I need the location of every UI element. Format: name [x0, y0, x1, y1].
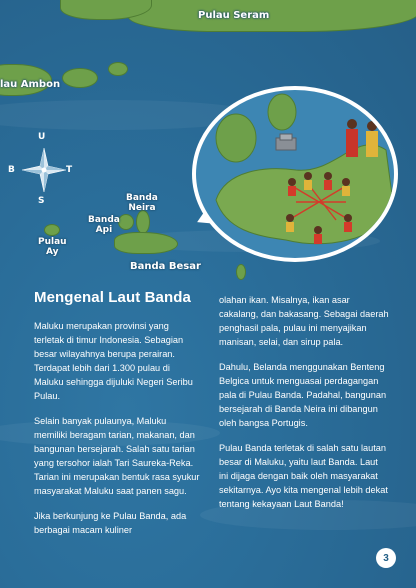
paragraph: Selain banyak pulaunya, Maluku memiliki beragam tarian, makanan, dan bangunan bersejarah. Salah satu tarian yang tersohor ialah Tari Saureka-Reka. Tarian ini merupakan bentuk rasa syukur masyarakat Maluku saat panen sagu. [34, 416, 200, 496]
island-small-1 [62, 68, 98, 88]
zoomed-island-illustration [196, 90, 394, 258]
paragraph: Jika berkunjung ke Pulau Banda, ada berbagai macam kuliner [34, 511, 187, 535]
compass-west: B [8, 165, 15, 175]
text-column-left [34, 319, 200, 548]
compass-star-icon [22, 148, 66, 192]
article-title: Mengenal Laut Banda [34, 289, 191, 306]
island-small-2 [108, 62, 128, 76]
label-banda-besar: Banda Besar [130, 261, 201, 272]
island-seram [128, 0, 416, 32]
island-banda-api [118, 214, 134, 230]
compass-rose [8, 132, 76, 214]
island-banda-besar [114, 232, 178, 254]
label-banda-api: Banda Api [88, 215, 120, 235]
island-banda-neira [136, 210, 150, 234]
zoom-bubble [192, 86, 398, 262]
paragraph: Pulau Banda terletak di salah satu lautan besar di Maluku, yaitu laut Banda. Laut ini dijaga dengan baik oleh masyarakat sekitarnya. Ayo kita mengenal lebih dekat tentang kekayaan Laut Banda! [219, 443, 388, 509]
page-number: 3 [376, 548, 396, 568]
label-banda-neira: Banda Neira [126, 193, 158, 213]
label-pulau-ambon: lau Ambon [0, 79, 61, 90]
paragraph: olahan ikan. Misalnya, ikan asar cakalang, dan bakasang. Sebagai daerah penghasil pala, pulau ini menyajikan manisan, selai, dan sirup pala. [219, 295, 389, 347]
compass-north: U [38, 132, 46, 142]
paragraph: Maluku merupakan provinsi yang terletak di timur Indonesia. Sebagian besar wilayahnya berupa perairan. Terdapat lebih dari 1.300 pulau di Maluku sehingga dijuluki Negeri Seribu Pulau. [34, 321, 193, 401]
island-pulau-ay [44, 224, 60, 236]
label-pulau-seram: Pulau Seram [198, 10, 270, 21]
compass-east: T [66, 165, 73, 175]
island-small-3 [236, 264, 246, 280]
text-column-right [219, 293, 389, 522]
compass-south: S [38, 196, 45, 206]
paragraph: Dahulu, Belanda menggunakan Benteng Belgica untuk menguasai perdagangan pala di Pulau Banda. Padahal, bangunan bersejarah di Banda Neira ini dibangun oleh bangsa Portugis. [219, 362, 387, 428]
label-pulau-ay: Pulau Ay [38, 237, 67, 257]
